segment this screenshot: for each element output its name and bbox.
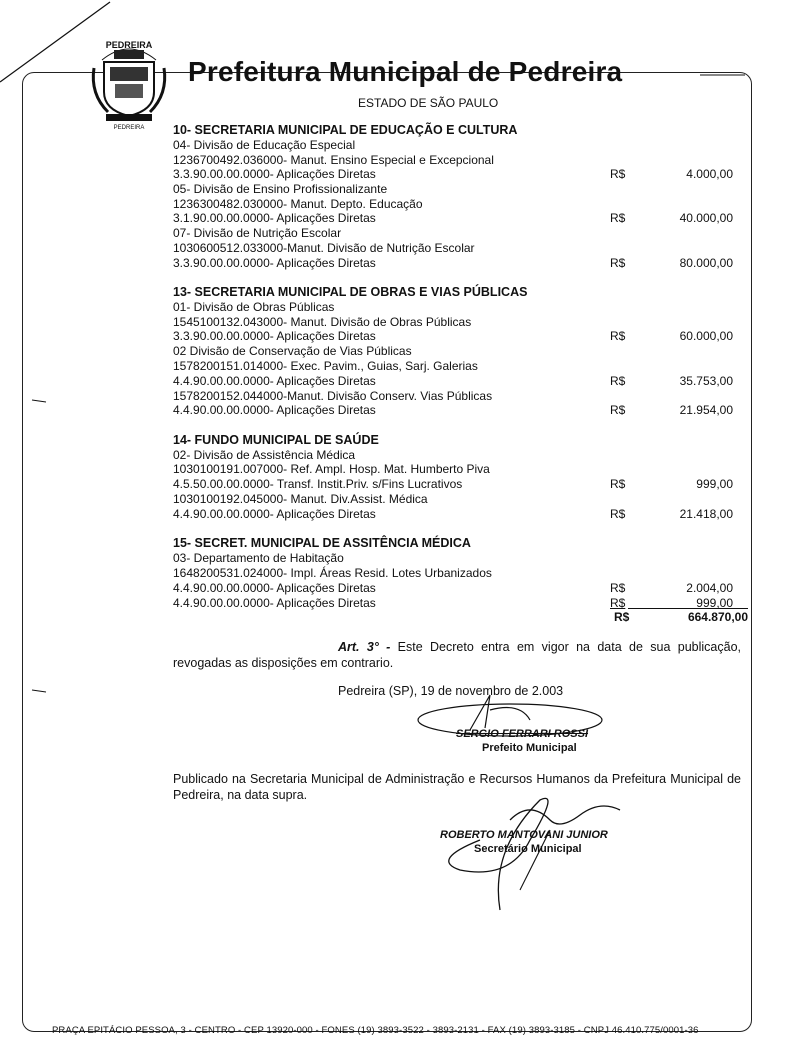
line-item: 02 Divisão de Conservação de Vias Públicas <box>173 344 412 358</box>
municipal-seal-icon <box>88 34 170 132</box>
line-item: 02- Divisão de Assistência Médica <box>173 448 356 462</box>
currency-label: R$ <box>610 167 626 181</box>
section-heading: 14- FUNDO MUNICIPAL DE SAÚDE <box>173 433 379 447</box>
currency-label: R$ <box>610 581 626 595</box>
state-subtitle: ESTADO DE SÃO PAULO <box>358 96 499 110</box>
line-item: 1236300482.030000- Manut. Depto. Educação <box>173 197 423 211</box>
amount-value: 80.000,00 <box>679 256 733 270</box>
line-item: 07- Divisão de Nutrição Escolar <box>173 226 342 240</box>
total-rule <box>628 608 748 609</box>
line-item: 4.4.90.00.00.0000- Aplicações Diretas <box>173 374 376 388</box>
total-currency: R$ <box>614 610 630 624</box>
amount-value: 999,00 <box>696 477 733 491</box>
line-item: 01- Divisão de Obras Públicas <box>173 300 335 314</box>
line-item: 1030600512.033000-Manut. Divisão de Nutrição Escolar <box>173 241 475 255</box>
line-item: 04- Divisão de Educação Especial <box>173 138 356 152</box>
signer-1-role: Prefeito Municipal <box>482 742 577 754</box>
line-item: 1030100191.007000- Ref. Ampl. Hosp. Mat. Humberto Piva <box>173 462 490 476</box>
line-item: 3.3.90.00.00.0000- Aplicações Diretas <box>173 167 376 181</box>
line-item: 4.4.90.00.00.0000- Aplicações Diretas <box>173 581 376 595</box>
line-item: 1030100192.045000- Manut. Div.Assist. Médica <box>173 492 428 506</box>
amount-value: 40.000,00 <box>679 211 733 225</box>
amount-value: 21.954,00 <box>679 403 733 417</box>
currency-label: R$ <box>610 596 626 610</box>
line-item: 3.1.90.00.00.0000- Aplicações Diretas <box>173 211 376 225</box>
currency-label: R$ <box>610 477 626 491</box>
amount-value: 21.418,00 <box>679 507 733 521</box>
signer-2-role: Secretário Municipal <box>474 843 582 855</box>
currency-label: R$ <box>610 256 626 270</box>
article-label: Art. 3° - <box>338 640 391 654</box>
currency-label: R$ <box>610 403 626 417</box>
article-paragraph <box>173 639 741 671</box>
line-item: 1648200531.024000- Impl. Áreas Resid. Lotes Urbanizados <box>173 566 492 580</box>
footer-address: PRAÇA EPITÁCIO PESSOA, 3 - CENTRO - CEP 13920-000 - FONES (19) 3893-3522 - 3893-2131 - FAX (19) 3893-3185 - CNPJ 46.410.775/0001-36 <box>52 1025 699 1036</box>
total-value: 664.870,00 <box>687 610 748 624</box>
currency-label: R$ <box>610 507 626 521</box>
line-item: 3.3.90.00.00.0000- Aplicações Diretas <box>173 329 376 343</box>
amount-value: 60.000,00 <box>679 329 733 343</box>
line-item: 05- Divisão de Ensino Profissionalizante <box>173 182 388 196</box>
article-text: Este Decreto entra em vigor na data de sua publicação, revogadas as disposições em contrario. <box>173 640 741 670</box>
section-heading: 15- SECRET. MUNICIPAL DE ASSITÊNCIA MÉDICA <box>173 536 471 550</box>
amount-value: 2.004,00 <box>686 581 733 595</box>
currency-label: R$ <box>610 374 626 388</box>
amount-value: 4.000,00 <box>686 167 733 181</box>
currency-label: R$ <box>610 329 626 343</box>
page-title: Prefeitura Municipal de Pedreira <box>188 56 623 87</box>
svg-text:PEDREIRA: PEDREIRA <box>113 125 145 131</box>
signer-2-name: ROBERTO MANTOVANI JUNIOR <box>440 829 608 841</box>
line-item: 3.3.90.00.00.0000- Aplicações Diretas <box>173 256 376 270</box>
line-item: 03- Departamento de Habitação <box>173 551 344 565</box>
line-item: 4.5.50.00.00.0000- Transf. Instit.Priv. s/Fins Lucrativos <box>173 477 463 491</box>
signature-1-icon <box>410 690 630 750</box>
amount-value: 999,00 <box>696 596 733 610</box>
amount-value: 35.753,00 <box>679 374 733 388</box>
publication-paragraph: Publicado na Secretaria Municipal de Administração e Recursos Humanos da Prefeitura Municipal de Pedreira, na data supra. <box>173 772 741 802</box>
line-item: 4.4.90.00.00.0000- Aplicações Diretas <box>173 507 376 521</box>
svg-text:PEDREIRA: PEDREIRA <box>105 40 153 50</box>
signer-1-name: SERGIO FERRARI ROSSI <box>456 728 589 740</box>
section-heading: 10- SECRETARIA MUNICIPAL DE EDUCAÇÃO E CULTURA <box>173 123 518 137</box>
line-item: 1578200152.044000-Manut. Divisão Conserv. Vias Públicas <box>173 389 493 403</box>
line-item: 4.4.90.00.00.0000- Aplicações Diretas <box>173 596 376 610</box>
line-item: 4.4.90.00.00.0000- Aplicações Diretas <box>173 403 376 417</box>
line-item: 1545100132.043000- Manut. Divisão de Obras Públicas <box>173 315 472 329</box>
line-item: 1236700492.036000- Manut. Ensino Especial e Excepcional <box>173 153 494 167</box>
line-item: 1578200151.014000- Exec. Pavim., Guias, Sarj. Galerias <box>173 359 478 373</box>
currency-label: R$ <box>610 211 626 225</box>
date-line: Pedreira (SP), 19 de novembro de 2.003 <box>338 684 564 698</box>
section-heading: 13- SECRETARIA MUNICIPAL DE OBRAS E VIAS PÚBLICAS <box>173 285 528 299</box>
